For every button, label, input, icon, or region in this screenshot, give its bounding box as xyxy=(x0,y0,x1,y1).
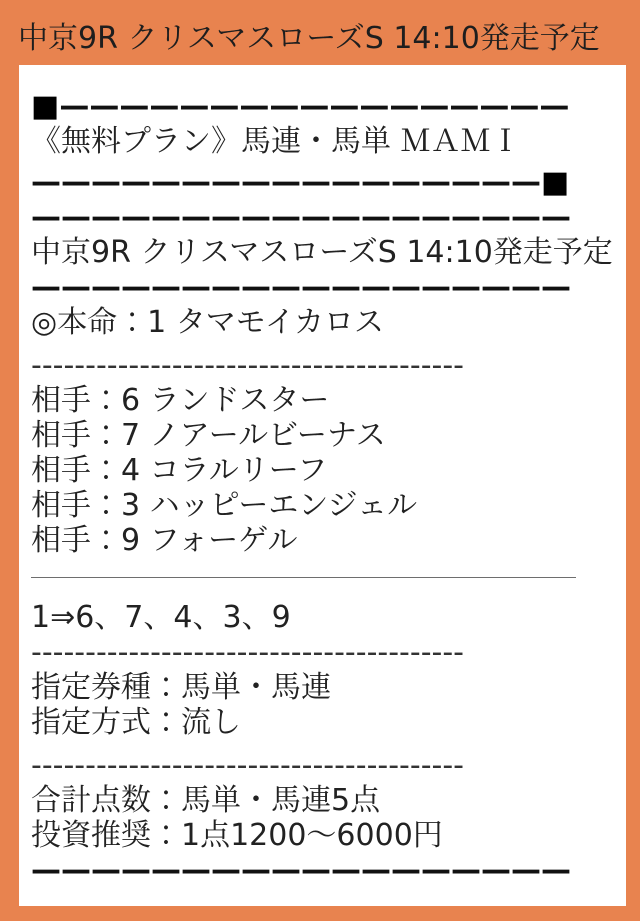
black-square-marker: ■ xyxy=(541,165,570,200)
partner-line: 相手：7 ノアールビーナス xyxy=(31,418,386,453)
partner-list xyxy=(31,383,608,558)
plan-banner-bottom-rule xyxy=(31,165,608,200)
banner-top-dashes: ————————————————— xyxy=(59,89,570,124)
race-bottom-rule: —————————————————— xyxy=(31,270,571,305)
main-pick-line: ◎本命：1 タマモイカロス xyxy=(31,305,384,340)
partner-line: 相手：4 コラルリーフ xyxy=(31,453,328,488)
plan-banner-top-rule xyxy=(31,89,608,124)
page-title: 中京9R クリスマスローズS 14:10発走予定 xyxy=(18,21,600,56)
dashed-separator: ---------------------------------------- xyxy=(31,635,465,670)
race-title: 中京9R クリスマスローズS 14:10発走予定 xyxy=(31,235,613,270)
thin-separator xyxy=(31,577,576,578)
formation-line: 1⇒6、7、4、3、9 xyxy=(31,600,291,635)
page-header xyxy=(0,0,640,65)
ticket-method-line: 指定方式：流し xyxy=(31,705,241,740)
content-card xyxy=(19,65,626,906)
partner-line: 相手：3 ハッピーエンジェル xyxy=(31,488,418,523)
black-square-marker: ■ xyxy=(31,89,60,124)
banner-bottom-dashes: ————————————————— xyxy=(31,165,541,200)
bottom-rule: —————————————————— xyxy=(31,853,571,888)
partner-line: 相手：9 フォーゲル xyxy=(31,523,298,558)
investment-line: 投資推奨：1点1200〜6000円 xyxy=(31,818,443,853)
total-points-line: 合計点数：馬単・馬連5点 xyxy=(31,783,381,818)
dashed-separator: ---------------------------------------- xyxy=(31,348,465,383)
dashed-separator: ---------------------------------------- xyxy=(31,748,465,783)
partner-line: 相手：6 ランドスター xyxy=(31,383,330,418)
ticket-type-line: 指定券種：馬単・馬連 xyxy=(31,670,331,705)
race-top-rule: —————————————————— xyxy=(31,200,571,235)
plan-title: 《無料プラン》馬連・馬単 ＭＡＭＩ xyxy=(31,124,521,159)
